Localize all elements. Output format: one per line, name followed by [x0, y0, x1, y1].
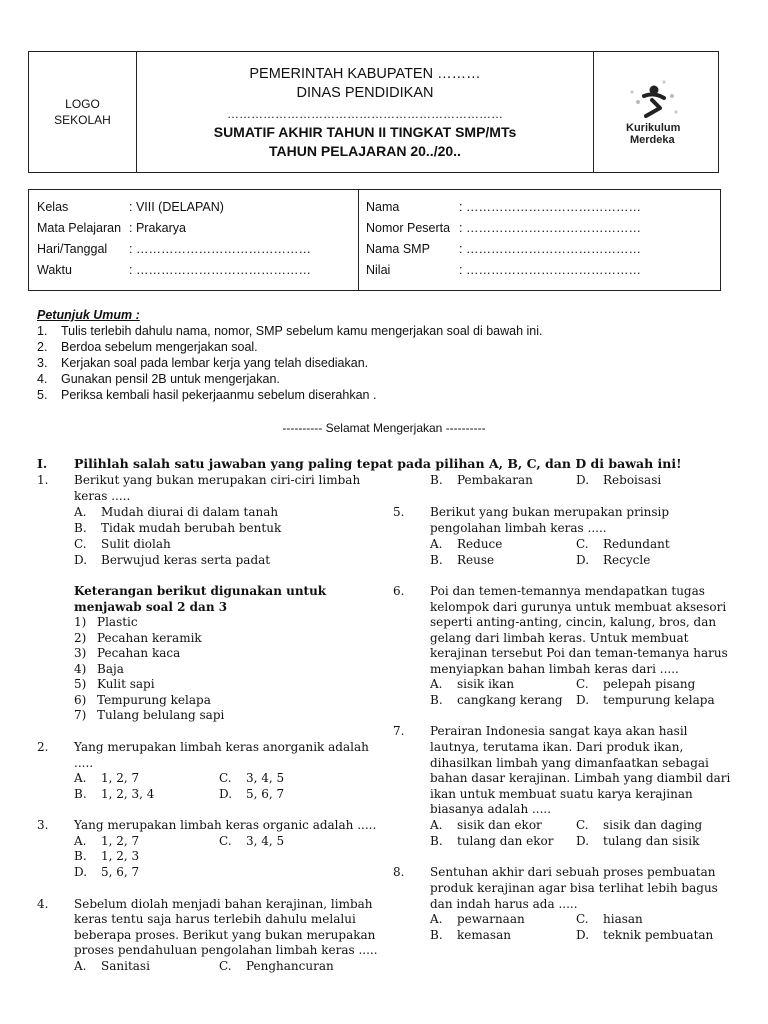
option-key: D. — [219, 787, 233, 801]
option-key: B. — [430, 473, 443, 487]
exam-title: SUMATIF AKHIR TAHUN II TINGKAT SMP/MTs — [213, 124, 517, 140]
info-divider — [358, 190, 359, 290]
instruction-text: Gunakan pensil 2B untuk mengerjakan. — [61, 372, 280, 386]
question-text: keras tentu saja harus terlebih dahulu melalui — [74, 912, 356, 926]
instruction-number: 1. — [37, 324, 48, 338]
question-text: produk kerajinan agar bisa terlihat lebih bagus — [430, 881, 718, 895]
option-text: cangkang kerang — [457, 693, 563, 707]
option-text: 5, 6, 7 — [101, 865, 140, 879]
section-number: I. — [37, 456, 48, 471]
question-text: Sebelum diolah menjadi bahan kerajinan, limbah — [74, 897, 373, 911]
note-item-text: Kulit sapi — [97, 677, 155, 691]
note-item-number: 3) — [74, 646, 87, 660]
info-value: : …………………………………… — [459, 221, 641, 235]
option-text: tulang dan sisik — [603, 834, 700, 848]
option-key: A. — [430, 677, 443, 691]
option-text: teknik pembuatan — [603, 928, 714, 942]
note-text: Keterangan berikut digunakan untuk — [74, 584, 327, 598]
option-text: Sanitasi — [101, 959, 150, 973]
kurikulum-merdeka-icon — [594, 52, 719, 172]
option-key: B. — [430, 928, 443, 942]
option-text: Penghancuran — [246, 959, 334, 973]
academic-year: TAHUN PELAJARAN 20../20.. — [269, 143, 461, 159]
option-text: Reduce — [457, 537, 503, 551]
question-text: beberapa proses. Berikut yang bukan merupakan — [74, 928, 376, 942]
question-number: 8. — [393, 865, 405, 879]
option-text: 1, 2, 3 — [101, 849, 140, 863]
option-key: C. — [219, 834, 232, 848]
option-text: Reboisasi — [603, 473, 662, 487]
option-key: D. — [576, 928, 590, 942]
info-value: : …………………………………… — [129, 263, 311, 277]
note-item-text: Plastic — [97, 615, 138, 629]
question-number: 3. — [37, 818, 49, 832]
question-text: dan indah harus ada ..... — [430, 897, 578, 911]
info-label: Nama — [366, 200, 400, 214]
info-label: Nama SMP — [366, 242, 430, 256]
note-text: menjawab soal 2 dan 3 — [74, 600, 228, 614]
question-text: Yang merupakan limbah keras organic adalah ..... — [74, 818, 377, 832]
question-text: Poi dan temen-temannya mendapatkan tugas — [430, 584, 705, 598]
option-text: Reuse — [457, 553, 495, 567]
note-item-text: Pecahan kaca — [97, 646, 181, 660]
option-text: 3, 4, 5 — [246, 834, 285, 848]
info-label: Hari/Tanggal — [37, 242, 108, 256]
note-item-number: 4) — [74, 662, 87, 676]
info-value: : …………………………………… — [459, 242, 641, 256]
question-text: kelompok dari gurunya untuk membuat aksesori — [430, 600, 727, 614]
option-text: pewarnaan — [457, 912, 525, 926]
instruction-text: Berdoa sebelum mengerjakan soal. — [61, 340, 258, 354]
option-text: 1, 2, 7 — [101, 771, 140, 785]
option-key: A. — [74, 834, 87, 848]
option-key: A. — [74, 771, 87, 785]
option-text: 1, 2, 7 — [101, 834, 140, 848]
note-item-number: 1) — [74, 615, 87, 629]
option-text: 5, 6, 7 — [246, 787, 285, 801]
question-text: proses pendahuluan pengolahan limbah keras ..... — [74, 943, 378, 957]
option-key: B. — [430, 834, 443, 848]
option-key: D. — [74, 865, 88, 879]
question-text: biasanya adalah ..... — [430, 802, 552, 816]
greeting: ---------- Selamat Mengerjakan ---------- — [282, 421, 486, 435]
option-key: C. — [576, 818, 589, 832]
department-title: DINAS PENDIDIKAN — [296, 85, 434, 101]
question-number: 1. — [37, 473, 49, 487]
note-item-number: 7) — [74, 708, 87, 722]
school-logo-placeholder — [29, 96, 136, 128]
option-text: tulang dan ekor — [457, 834, 554, 848]
logo-line: LOGO — [65, 97, 100, 111]
option-text: pelepah pisang — [603, 677, 696, 691]
question-text: bahan dasar kerajinan. Limbah yang diambil dari — [430, 771, 731, 785]
question-number: 7. — [393, 724, 405, 738]
note-item-text: Tempurung kelapa — [97, 693, 211, 707]
question-number: 4. — [37, 897, 49, 911]
info-value: : …………………………………… — [129, 242, 311, 256]
note-item-text: Tulang belulang sapi — [97, 708, 225, 722]
option-key: A. — [430, 537, 443, 551]
option-text: 3, 4, 5 — [246, 771, 285, 785]
info-value: : …………………………………… — [459, 200, 641, 214]
note-item-number: 6) — [74, 693, 87, 707]
instruction-number: 3. — [37, 356, 48, 370]
option-key: D. — [576, 693, 590, 707]
info-label: Nilai — [366, 263, 391, 277]
option-text: Mudah diurai di dalam tanah — [101, 505, 279, 519]
question-text: Sentuhan akhir dari sebuah proses pembuatan — [430, 865, 716, 879]
option-key: B. — [430, 693, 443, 707]
option-text: hiasan — [603, 912, 643, 926]
option-key: B. — [74, 521, 87, 535]
info-value: : Prakarya — [129, 221, 186, 235]
question-text: seperti anting-anting, cincin, kalung, bros, dan — [430, 615, 717, 629]
question-text: kerajinan tersebut Poi dan teman-temanya harus — [430, 646, 728, 660]
option-text: tempurung kelapa — [603, 693, 715, 707]
option-key: C. — [576, 537, 589, 551]
option-key: C. — [219, 771, 232, 785]
option-text: Redundant — [603, 537, 670, 551]
info-label: Waktu — [37, 263, 72, 277]
instruction-number: 2. — [37, 340, 48, 354]
instruction-text: Tulis terlebih dahulu nama, nomor, SMP sebelum kamu mengerjakan soal di bawah ini. — [61, 324, 543, 338]
option-key: D. — [576, 553, 590, 567]
question-text: Yang merupakan limbah keras anorganik adalah — [74, 740, 369, 754]
question-number: 2. — [37, 740, 49, 754]
note-item-text: Baja — [97, 662, 124, 676]
info-label: Mata Pelajaran — [37, 221, 122, 235]
option-key: B. — [74, 787, 87, 801]
option-text: Berwujud keras serta padat — [101, 553, 271, 567]
option-key: C. — [576, 677, 589, 691]
option-key: D. — [576, 473, 590, 487]
option-text: Tidak mudah berubah bentuk — [101, 521, 282, 535]
question-text: Perairan Indonesia sangat kaya akan hasil — [430, 724, 688, 738]
government-title: PEMERINTAH KABUPATEN ……… — [249, 66, 481, 82]
question-text: ikan untuk membuat suatu karya kerajinan — [430, 787, 693, 801]
option-text: Sulit diolah — [101, 537, 171, 551]
info-value: : VIII (DELAPAN) — [129, 200, 224, 214]
note-item-number: 2) — [74, 631, 87, 645]
option-text: Recycle — [603, 553, 651, 567]
question-text: keras ..... — [74, 489, 131, 503]
school-name-dots: …………………………………………………………… — [227, 107, 503, 121]
header-box — [28, 51, 719, 173]
question-text: gelang dari limbah keras. Untuk membuat — [430, 631, 689, 645]
question-text: ..... — [74, 756, 94, 770]
instruction-text: Periksa kembali hasil pekerjaanmu sebelum diserahkan . — [61, 388, 377, 402]
option-text: sisik ikan — [457, 677, 515, 691]
question-number: 6. — [393, 584, 405, 598]
instruction-number: 4. — [37, 372, 48, 386]
info-label: Kelas — [37, 200, 69, 214]
option-text: kemasan — [457, 928, 511, 942]
instruction-number: 5. — [37, 388, 48, 402]
logo-line: SEKOLAH — [54, 113, 111, 127]
option-key: B. — [74, 849, 87, 863]
info-label: Nomor Peserta — [366, 221, 451, 235]
option-key: C. — [576, 912, 589, 926]
option-key: A. — [74, 959, 87, 973]
option-text: 1, 2, 3, 4 — [101, 787, 155, 801]
question-text: lautnya, terutama ikan. Dari produk ikan, — [430, 740, 684, 754]
option-text: sisik dan daging — [603, 818, 703, 832]
option-key: B. — [430, 553, 443, 567]
question-number: 5. — [393, 505, 405, 519]
question-text: pengolahan limbah keras ..... — [430, 521, 607, 535]
option-key: C. — [219, 959, 232, 973]
question-text: menyiapkan bahan limbah keras dari ..... — [430, 662, 679, 676]
option-key: D. — [74, 553, 88, 567]
option-key: C. — [74, 537, 87, 551]
note-item-text: Pecahan keramik — [97, 631, 202, 645]
km-line1: Kurikulum — [626, 122, 681, 134]
option-text: sisik dan ekor — [457, 818, 542, 832]
question-text: Berikut yang bukan merupakan ciri-ciri limbah — [74, 473, 361, 487]
note-item-number: 5) — [74, 677, 87, 691]
question-text: Berikut yang bukan merupakan prinsip — [430, 505, 670, 519]
kurikulum-merdeka-logo — [594, 52, 719, 172]
instructions-title: Petunjuk Umum : — [37, 308, 140, 322]
info-value: : …………………………………… — [459, 263, 641, 277]
km-line2: Merdeka — [630, 134, 675, 146]
option-key: A. — [430, 818, 443, 832]
instruction-text: Kerjakan soal pada lembar kerja yang telah disediakan. — [61, 356, 369, 370]
option-key: D. — [576, 834, 590, 848]
option-key: A. — [74, 505, 87, 519]
option-key: A. — [430, 912, 443, 926]
student-info-box — [28, 189, 721, 291]
section-title: Pilihlah salah satu jawaban yang paling tepat pada pilihan A, B, C, dan D di bawah ini! — [74, 456, 682, 471]
option-text: Pembakaran — [457, 473, 533, 487]
question-text: dihasilkan limbah yang dimanfaatkan sebagai — [430, 756, 709, 770]
